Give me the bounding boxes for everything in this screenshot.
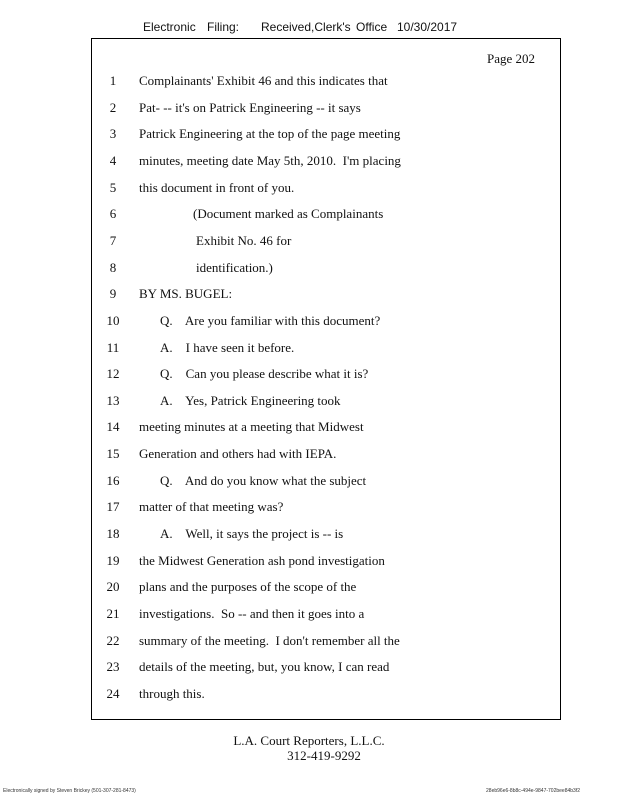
line-number: 9 bbox=[109, 286, 117, 302]
line-text: A. I have seen it before. bbox=[160, 339, 295, 355]
header-filing: Filing: bbox=[207, 20, 240, 34]
line-number: 20 bbox=[106, 579, 120, 595]
line-number: 10 bbox=[106, 312, 120, 328]
court-reporter-name: L.A. Court Reporters, L.L.C. bbox=[233, 733, 385, 748]
line-text: identification.) bbox=[196, 259, 273, 275]
line-text: Complainants' Exhibit 46 and this indicates that bbox=[139, 73, 388, 88]
line-text: this document in front of you. bbox=[139, 179, 295, 195]
line-number: 21 bbox=[106, 606, 120, 621]
line-number: 5 bbox=[109, 179, 117, 195]
line-text: through this. bbox=[139, 685, 205, 701]
court-reporter-phone: 312-419-9292 bbox=[287, 748, 361, 763]
line-text: meeting minutes at a meeting that Midwest bbox=[139, 419, 364, 435]
line-number: 14 bbox=[106, 419, 120, 435]
line-number: 6 bbox=[109, 206, 117, 222]
line-text: Generation and others had with IEPA. bbox=[139, 446, 337, 462]
line-text: Pat- -- it's on Patrick Engineering -- it says bbox=[139, 99, 361, 115]
line-number: 17 bbox=[106, 499, 120, 515]
line-number: 16 bbox=[106, 472, 120, 488]
line-text: Q. Can you please describe what it is? bbox=[160, 366, 369, 382]
line-text: the Midwest Generation ash pond investigation bbox=[139, 552, 385, 568]
document-hash: 28eb96e6-8b8c-494e-9847-702bee84b3f2 bbox=[486, 788, 580, 794]
line-text: plans and the purposes of the scope of the bbox=[139, 579, 357, 595]
line-text: Patrick Engineering at the top of the page meeting bbox=[139, 126, 401, 142]
line-text: matter of that meeting was? bbox=[139, 499, 284, 515]
footer bbox=[0, 733, 618, 763]
line-text: details of the meeting, but, you know, I can read bbox=[139, 659, 390, 675]
electronic-signature: Electronically signed by Steven Brickey (501-307-281-8473) bbox=[3, 788, 136, 794]
line-number: 19 bbox=[106, 552, 120, 568]
line-number: 24 bbox=[106, 685, 120, 701]
line-number: 2 bbox=[109, 99, 117, 115]
header-date: 10/30/2017 bbox=[397, 20, 458, 34]
line-text: Q. Are you familiar with this document? bbox=[160, 312, 381, 328]
line-text: Exhibit No. 46 for bbox=[196, 232, 292, 248]
line-text: (Document marked as Complainants bbox=[193, 206, 384, 222]
line-text: BY MS. BUGEL: bbox=[139, 286, 233, 302]
line-number: 22 bbox=[106, 632, 120, 648]
line-number: 12 bbox=[106, 366, 120, 382]
line-number: 4 bbox=[109, 152, 117, 168]
line-text: minutes, meeting date May 5th, 2010. I'm placing bbox=[139, 152, 401, 168]
line-number: 18 bbox=[106, 526, 120, 542]
line-number: 1 bbox=[109, 73, 117, 88]
line-number: 15 bbox=[106, 446, 120, 462]
line-number: 11 bbox=[106, 339, 120, 355]
line-text: Q. And do you know what the subject bbox=[160, 472, 367, 488]
line-number: 7 bbox=[109, 232, 117, 248]
line-text: investigations. So -- and then it goes into a bbox=[139, 606, 365, 621]
line-text: A. Well, it says the project is -- is bbox=[160, 526, 344, 542]
line-number: 3 bbox=[109, 126, 117, 142]
header-electronic: Electronic bbox=[143, 20, 196, 34]
header-office: Office bbox=[356, 20, 388, 34]
line-number: 13 bbox=[106, 392, 120, 408]
line-text: A. Yes, Patrick Engineering took bbox=[160, 392, 341, 408]
transcript-page bbox=[91, 38, 561, 720]
page-number: Page 202 bbox=[486, 51, 535, 66]
line-number: 8 bbox=[109, 259, 117, 275]
line-number: 23 bbox=[106, 659, 120, 675]
header-received-clerks: Received,Clerk's bbox=[261, 20, 351, 34]
line-text: summary of the meeting. I don't remember all the bbox=[139, 632, 400, 648]
